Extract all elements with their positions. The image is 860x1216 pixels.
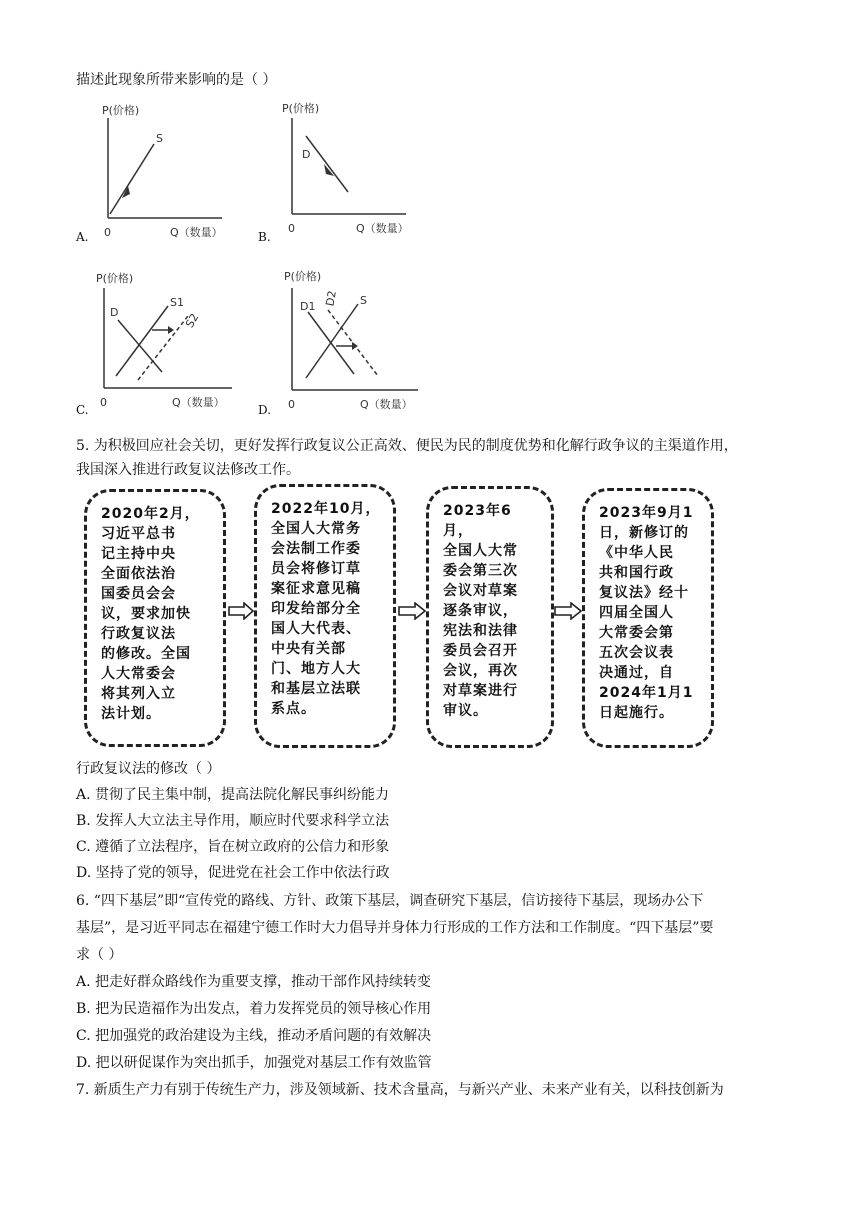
flow-step-2: 2022年10月， 全国人大常务 会法制工作委 员会将修订草 案征求意见稿 印发给部分全 国人大代表、 中央有关部 门、地方人大 和基层立法联 系点。 [254,484,396,748]
axis-x-label: Q（数量） [172,396,225,409]
curve-label: S2 [183,311,202,330]
q5-option-c: C. 遵循了立法程序，旨在树立政府的公信力和形象 [76,839,390,855]
option-a-letter: A. [76,230,89,244]
curve-label: D [302,148,311,161]
option-c-letter: C. [76,403,89,417]
flow-step-1: 2020年2月， 习近平总书 记主持中央 全面依法治 国委员会会 议，要求加快 行政复议法 的修改。全国 人大常委会 将其列入立 法计划。 [84,489,226,747]
double-arrow-icon [398,602,426,620]
q6-option-a: A. 把走好群众路线作为重要支撑，推动干部作风持续转变 [76,974,432,990]
flow-step-3: 2023年6月， 全国人大常 委会第三次 会议对草案 逐条审议， 宪法和法律 委员会召开 会议，再次 对草案进行 审议。 [426,486,554,748]
axis-y-label: P(价格) [96,272,134,285]
curve-label: D [110,306,119,319]
q5-option-d: D. 坚持了党的领导，促进党在社会工作中依法行政 [76,865,390,881]
origin-label: 0 [288,222,295,235]
q5-stem-line1: 5. 为积极回应社会关切，更好发挥行政复议公正高效、便民为民的制度优势和化解行政争议的主渠道作用， [76,438,738,454]
curve-label: S [360,294,367,307]
graph-a [92,102,252,242]
curve-label: S1 [170,296,184,309]
origin-label: 0 [100,396,107,409]
supply-curve [110,144,154,214]
q5-option-b: B. 发挥人大立法主导作用，顺应时代要求科学立法 [76,813,390,829]
supply-curve [306,304,358,378]
q6-option-c: C. 把加强党的政治建设为主线，推动矛盾问题的有效解决 [76,1028,432,1044]
q4-stem: 描述此现象所带来影响的是（ ） [76,72,277,88]
q6-stem-line3: 求（ ） [76,947,123,963]
q7-stem-line1: 7. 新质生产力有别于传统生产力，涉及领域新、技术含量高，与新兴产业、未来产业有关，以科技创新为 [76,1082,724,1098]
curve-label: S [156,132,163,145]
double-arrow-icon [554,602,582,620]
right-arrow-icon [168,326,174,334]
option-d-letter: D. [258,403,272,417]
axis-y-label: P(价格) [284,270,322,283]
axis-x-label: Q（数量） [170,226,223,239]
q5-stem-line2: 我国深入推进行政复议法修改工作。 [76,462,300,478]
axis-x-label: Q（数量） [356,222,409,235]
q6-stem-line1: 6. “四下基层”即“宣传党的路线、方针、政策下基层，调查研究下基层，信访接待下基层，现场办公下 [76,893,704,909]
q6-option-d: D. 把以研促谋作为突出抓手，加强党对基层工作有效监管 [76,1055,432,1071]
q5-question: 行政复议法的修改（ ） [76,761,221,777]
graph-d [278,266,448,416]
q6-stem-line2: 基层”，是习近平同志在福建宁德工作时大力倡导并身体力行形成的工作方法和工作制度。“四下基层”要 [76,920,714,936]
axis-y-label: P(价格) [282,102,320,115]
axis-x-label: Q（数量） [360,398,413,411]
demand-curve [306,136,348,192]
double-arrow-icon [228,602,254,620]
flow-step-4: 2023年9月1 日，新修订的 《中华人民 共和国行政 复议法》经十 四届全国人 大常委会第 五次会议表 决通过，自 2024年1月1 日起施行。 [582,488,714,748]
origin-label: 0 [104,226,111,239]
supply-curve-s2 [138,316,188,380]
curve-label: D1 [300,300,316,313]
supply-curve-s1 [116,306,168,376]
curve-label: D2 [323,289,339,308]
option-b-letter: B. [258,230,271,244]
q5-option-a: A. 贯彻了民主集中制，提高法院化解民事纠纷能力 [76,787,390,803]
graph-b [280,100,440,240]
graph-c [92,272,262,412]
q6-option-b: B. 把为民造福作为出发点，着力发挥党员的领导核心作用 [76,1001,432,1017]
origin-label: 0 [288,398,295,411]
axis-y-label: P(价格) [102,104,140,117]
right-arrow-icon [352,342,358,350]
